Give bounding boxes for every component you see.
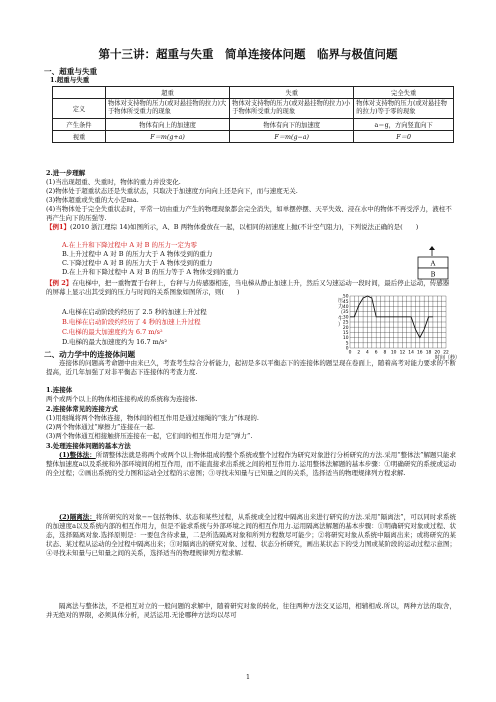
point-2: (2)物体处于超重状态还是失重状态，只取决于加速度方向向上还是向下，而与速度无关. bbox=[46, 187, 298, 195]
example-1-text: (2010 浙江理综 14)如图所示，A、B 两物体叠放在一起，以相同的初速度上抛(不计空气阻力)，下列说法正确的是( ) bbox=[70, 223, 419, 231]
section-heading-overweight: 一、超重与失重 bbox=[44, 67, 98, 76]
example-2-text: 在电梯中，把一重物置于台秤上，台秤与力传感器相连，当电梯从静止加速上升，然后又匀速运动一段时间，最后停止运动，传感器的屏幕上显示出其受到的压力与时间的关系图象如图所示，则( ) bbox=[46, 279, 450, 296]
method-isolation-label: (2)隔离法： bbox=[59, 513, 96, 521]
row-label: 定义 bbox=[53, 99, 106, 119]
x-tick-label: 18 bbox=[425, 350, 432, 356]
x-tick-label: 2 bbox=[357, 350, 361, 356]
method-whole-text: 所谓整体法就是将两个或两个以上物体组成的整个系统或整个过程作为研究对象进行分析研究的方法.采用“整体法”解题只能求整体加速度a以及系统和外部环境间的相互作用，而不能直接求出系统之间的相互作用力.运用整体法解题的基本步骤：①明确研究的系统或运动的全过程；②画出系统的受力图和运动全过程的示意图；③寻找未知量与已知量之间的关系，选择适当的物理规律列方程求解. bbox=[46, 451, 456, 477]
table-cell: 物体对支持物的压力(或对悬挂物的拉力)小于物体所受重力的现象 bbox=[230, 99, 354, 119]
y-tick-label: 40 bbox=[342, 305, 349, 310]
x-tick-label: 0 bbox=[348, 350, 352, 356]
block-b-label: B bbox=[430, 270, 436, 279]
x-axis-label: 时间（秒） bbox=[434, 355, 460, 360]
example-1-option-b: B.上升过程中 A 对 B 的压力大于 A 物体受到的重力 bbox=[62, 250, 213, 258]
block-a-label: A bbox=[430, 259, 436, 268]
y-tick-label: 25 bbox=[342, 320, 349, 326]
example-2-option-d: D.电梯的最大加速度约为 16.7 m/s² bbox=[62, 338, 167, 346]
y-axis-label: 压力（牛） bbox=[338, 298, 344, 328]
section-heading-connected-bodies: 二、动力学中的连接体问题 bbox=[44, 350, 136, 359]
subheading-connection-methods: 2.连接体常见的连接方式 bbox=[46, 405, 118, 413]
arrow-head bbox=[429, 246, 435, 250]
table-header: 完全失重 bbox=[354, 87, 454, 99]
table-cell: 物体对支持物的压力(或对悬挂物的拉力)大于物体所受重力的现象 bbox=[106, 99, 230, 119]
comparison-table bbox=[52, 86, 454, 143]
section-2-intro: 连接体的问题高考命题中由来已久，考查考生综合分析能力，起初是多以平衡态下的连接体的题呈现在卷面上，随着高考对能力要求的不断提高，近几年加强了对非平衡态下连接体的考查力度. bbox=[46, 359, 456, 376]
method-whole-label: (1)整体法： bbox=[59, 451, 96, 459]
connection-method-2: (2)两个物体通过“摩擦力”连接在一起. bbox=[46, 423, 155, 431]
example-2-option-b: B.电梯在启动阶段约经历了 4 秒的加速上升过程 bbox=[62, 318, 201, 326]
y-tick-label: 50 bbox=[342, 294, 349, 300]
x-tick-label: 8 bbox=[383, 350, 387, 356]
y-tick-label: 15 bbox=[342, 331, 349, 336]
table-cell: a＝g，方向竖直向下 bbox=[354, 118, 454, 130]
y-tick-label: 30 bbox=[342, 315, 349, 321]
y-tick-label: 0 bbox=[345, 346, 349, 352]
y-tick-label: 35 bbox=[342, 310, 349, 316]
closing-paragraph: 隔离法与整体法，不是相互对立的一般问题的求解中，随着研究对象的转化，往往两种方法交叉运用，相辅相成.所以，两种方法的取舍，并无绝对的界限，必须具体分析，灵活运用.无论哪种方法均以尽可 bbox=[46, 602, 456, 619]
table-header: 超重 bbox=[106, 87, 230, 99]
example-1-label: 【例1】 bbox=[46, 223, 71, 231]
page-title: 第十三讲：超重与失重 简单连接体问题 临界与极值问题 bbox=[98, 47, 398, 61]
example-2-option-a: A.电梯在启动阶段约经历了 2.5 秒的加速上升过程 bbox=[62, 308, 207, 316]
method-whole-paragraph bbox=[46, 451, 456, 478]
example-1-option-c: C.下降过程中 A 对 B 的压力大于 A 物体受到的重力 bbox=[62, 259, 213, 267]
x-tick-label: 16 bbox=[417, 350, 423, 356]
y-tick-label: 5 bbox=[345, 341, 349, 347]
x-tick-label: 20 bbox=[434, 350, 441, 356]
table-header bbox=[53, 87, 106, 99]
method-isolation-text: 将所研究的对象−−包括物体、状态和某些过程，从系统或全过程中隔离出来进行研究的方法.采用“隔离法”，可以同时求系统的加速度a以及系统内部的相互作用力，但是不能求系统与外部环境之间的相互作用力.运用隔离法解题的基本步骤：①明确研究对象或过程、状态，选择隔离对象.选择原则是：一要包含待求量，二是所选隔离对象和所列方程数尽可能少；②将研究对象从系统中隔离出来；或将研究的某状态、某过程从运动的全过程中隔离出来；③对隔离出的研究对象、过程、状态分析研究，画出某状态下的受力图或某阶段的运动过程示意图；④寻找未知量与已知量之间的关系，选择适当的物理规律列方程求解. bbox=[46, 513, 456, 557]
x-tick-label: 12 bbox=[399, 350, 406, 356]
table-header: 失重 bbox=[230, 87, 354, 99]
example-1-option-d: D.在上升和下降过程中 A 对 B 的压力等于 A 物体受到的重力 bbox=[62, 268, 239, 276]
x-tick-label: 22 bbox=[443, 350, 449, 356]
row-label: 视重 bbox=[53, 130, 106, 142]
table-cell: F＝m(g−a) bbox=[230, 130, 354, 142]
method-isolation-paragraph bbox=[46, 513, 456, 558]
example-1-stem bbox=[46, 223, 452, 232]
table-cell: 物体有向上的加速度 bbox=[106, 118, 230, 130]
y-tick-label: 45 bbox=[342, 299, 349, 305]
x-tick-label: 6 bbox=[374, 350, 378, 356]
x-tick-label: 14 bbox=[408, 350, 414, 356]
example-2-label: 【例 2】 bbox=[46, 279, 73, 287]
force-time-chart bbox=[336, 292, 461, 360]
x-tick-label: 4 bbox=[366, 350, 369, 356]
y-tick-label: 10 bbox=[342, 336, 349, 342]
y-axis-ticks bbox=[343, 294, 349, 352]
y-tick-label: 20 bbox=[342, 325, 349, 331]
connection-method-1: (1)用细绳将两个物体连接，物体间的相互作用是通过细绳的“张力”体现的. bbox=[46, 414, 259, 422]
subheading-basic-methods: 3.处理连接体问题的基本方法 bbox=[46, 442, 131, 450]
point-4: (4)当物体处于完全失重状态时，平常一切由重力产生的物理现象都会完全消失，如单摆停摆、天平失效、浸在水中的物体不再受浮力，液柱不再产生向下的压强等. bbox=[46, 205, 452, 222]
point-1: (1)当出现超重、失重时，物体的重力并没变化. bbox=[46, 178, 181, 186]
table-cell: 物体对支持物的压力(或对悬挂物的拉力)等于零的现象 bbox=[354, 99, 454, 119]
point-3: (3)物体超重或失重的大小是ma. bbox=[46, 196, 139, 204]
example-2-option-c: C.电梯的最大加速度约为 6.7 m/s² bbox=[62, 328, 163, 336]
x-tick-label: 10 bbox=[390, 350, 397, 356]
page-number: 1 bbox=[245, 674, 250, 681]
chart-grid bbox=[350, 296, 446, 348]
table-cell: 物体有向下的加速度 bbox=[230, 118, 354, 130]
subheading-understanding: 2.进一步理解 bbox=[46, 169, 86, 177]
connected-body-definition: 两个或两个以上的物体相连接构成的系统称为连接体. bbox=[46, 395, 198, 403]
example-1-option-a: A.在上升和下降过程中 A 对 B 的压力一定为零 bbox=[62, 241, 197, 249]
subheading-overweight: 1.超重与失重 bbox=[50, 76, 90, 84]
row-label: 产生条件 bbox=[53, 118, 106, 130]
connection-method-3: (3)两个物体通互相接触挤压连接在一起，它们间的相互作用力是“弹力”. bbox=[46, 432, 253, 440]
table-cell: F＝m(g+a) bbox=[106, 130, 230, 142]
x-axis-ticks bbox=[349, 350, 449, 356]
table-cell: F＝0 bbox=[354, 130, 454, 142]
subheading-connected-body: 1.连接体 bbox=[46, 386, 73, 394]
